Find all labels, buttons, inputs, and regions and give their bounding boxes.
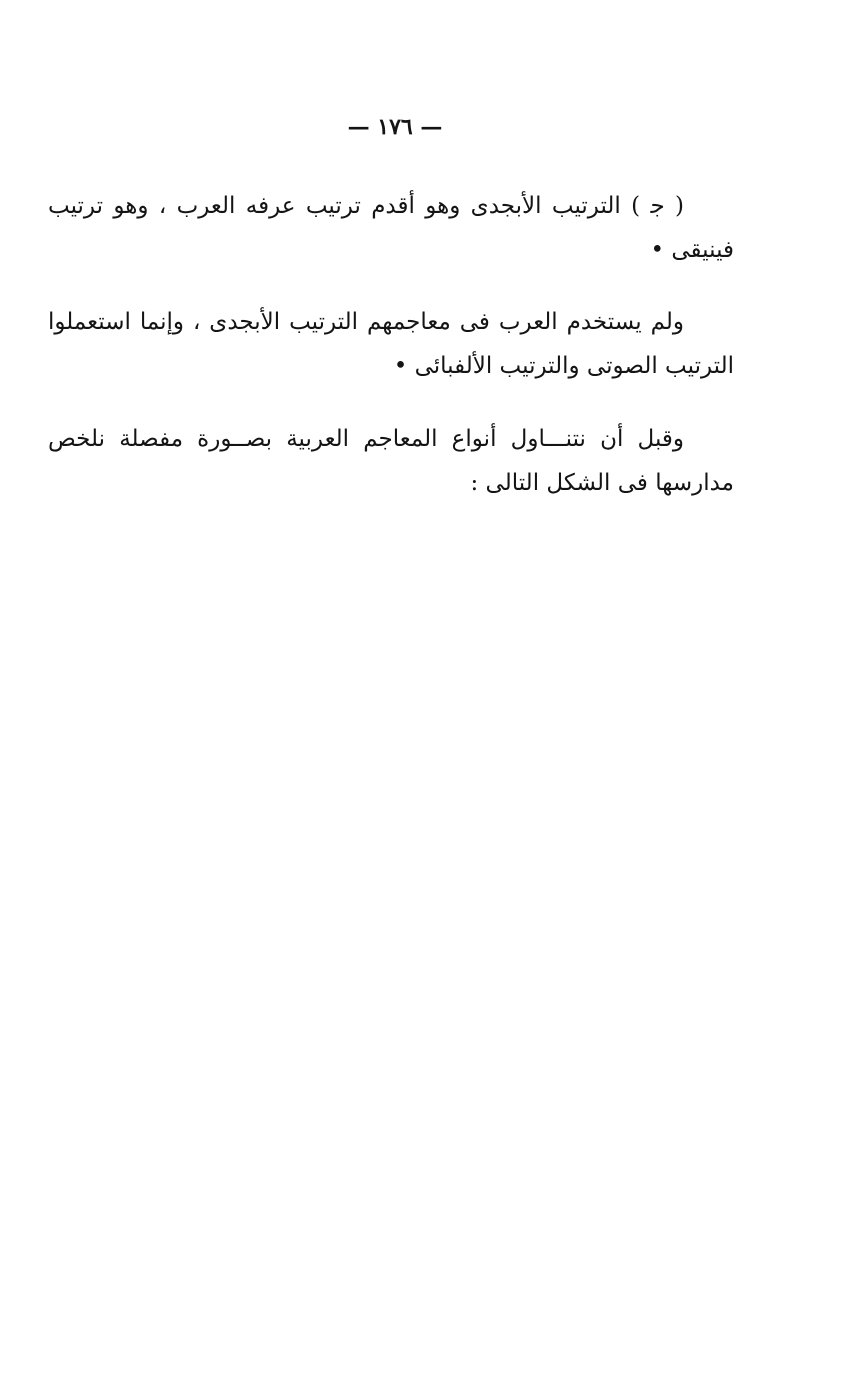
paragraph-line: ولم يستخدم العرب فى معاجمهم الترتيب الأبجدى ، وإنما استعملوا	[48, 309, 684, 335]
paragraph-line: وقبل أن نتنـــاول أنواع المعاجم العربية بصــورة مفصلة نلخص	[48, 426, 684, 452]
paragraph-abjad-order	[48, 184, 734, 272]
paragraph-line: الترتيب الصوتى والترتيب الألفبائى •	[393, 353, 734, 379]
paragraph-line: فينيقى •	[650, 237, 734, 263]
paragraph-dictionary-schools	[48, 417, 734, 505]
paragraph-arab-dictionaries-order	[48, 300, 734, 388]
page-number: — ١٧٦ —	[347, 114, 443, 140]
paragraph-line: مدارسها فى الشكل التالى :	[470, 470, 734, 496]
paragraph-line: ( ﺟ ) الترتيب الأبجدى وهو أقدم ترتيب عرفه العرب ، وهو ترتيب	[48, 193, 684, 219]
